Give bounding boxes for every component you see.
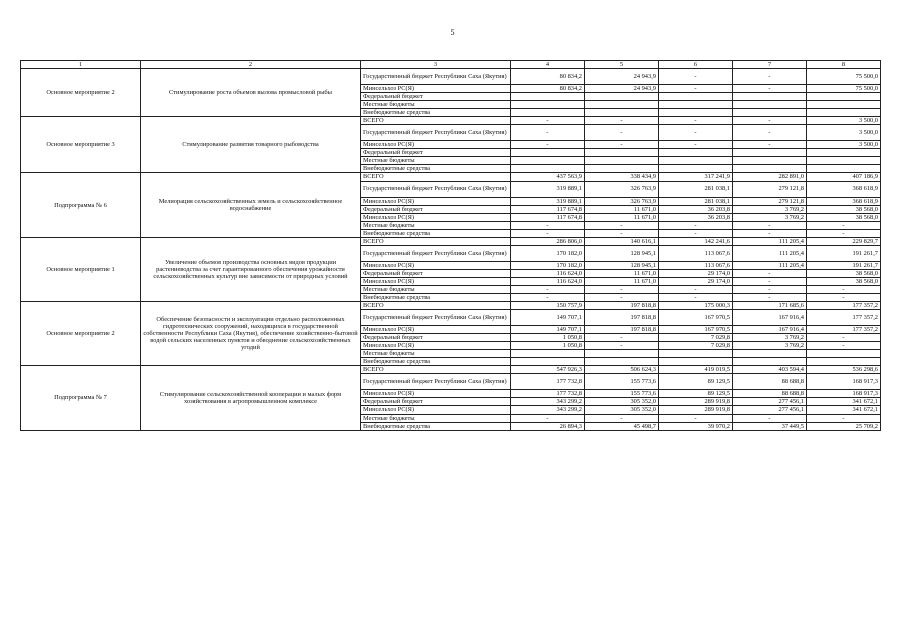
amount-cell: -	[585, 293, 659, 301]
amount-cell: 116 624,0	[511, 269, 585, 277]
amount-cell: -	[807, 285, 881, 293]
amount-cell: 305 352,0	[585, 406, 659, 414]
amount-cell: 191 261,7	[807, 245, 881, 261]
table-row	[21, 366, 881, 374]
amount-cell: -	[585, 285, 659, 293]
amount-cell: 289 919,8	[659, 406, 733, 414]
column-number: 4	[511, 61, 585, 69]
amount-cell: -	[733, 414, 807, 422]
funding-source-cell: Федеральный бюджет	[361, 334, 511, 342]
amount-cell: -	[585, 141, 659, 149]
funding-source-cell: Местные бюджеты	[361, 101, 511, 109]
funding-source-cell: Федеральный бюджет	[361, 149, 511, 157]
table-row	[21, 302, 881, 310]
amount-cell: -	[807, 229, 881, 237]
program-description-cell: Стимулирование сельскохозяйственной кооперации и малых форм хозяйствования в агропромышленном комплексе	[141, 366, 361, 430]
program-name-cell: Подпрограмма № 6	[21, 173, 141, 237]
amount-cell	[585, 93, 659, 101]
amount-cell: 177 732,8	[511, 390, 585, 398]
amount-cell: 89 129,5	[659, 374, 733, 390]
amount-cell: -	[807, 293, 881, 301]
amount-cell: 11 671,0	[585, 277, 659, 285]
funding-source-cell: Федеральный бюджет	[361, 269, 511, 277]
amount-cell: 279 121,8	[733, 181, 807, 197]
amount-cell: -	[511, 221, 585, 229]
amount-cell: 338 434,9	[585, 173, 659, 181]
funding-source-cell: Федеральный бюджет	[361, 93, 511, 101]
amount-cell	[733, 350, 807, 358]
amount-cell: 341 672,1	[807, 398, 881, 406]
amount-cell: 11 671,0	[585, 269, 659, 277]
amount-cell: 128 945,1	[585, 261, 659, 269]
amount-cell: -	[585, 342, 659, 350]
amount-cell: 39 970,2	[659, 422, 733, 430]
amount-cell: -	[807, 221, 881, 229]
amount-cell: 38 568,0	[807, 213, 881, 221]
funding-source-cell: Государственный бюджет Республики Саха (Якутия)	[361, 374, 511, 390]
column-number: 1	[21, 61, 141, 69]
amount-cell: 167 916,4	[733, 310, 807, 326]
funding-source-cell: Внебюджетные средства	[361, 293, 511, 301]
amount-cell: -	[733, 69, 807, 85]
amount-cell: 24 943,9	[585, 85, 659, 93]
amount-cell	[733, 165, 807, 173]
funding-source-cell: Государственный бюджет Республики Саха (Якутия)	[361, 69, 511, 85]
amount-cell: -	[585, 125, 659, 141]
amount-cell: 197 818,8	[585, 310, 659, 326]
funding-source-cell: Минсельхоз РС(Я)	[361, 326, 511, 334]
funding-source-cell: Местные бюджеты	[361, 350, 511, 358]
amount-cell: 116 624,0	[511, 277, 585, 285]
amount-cell: 197 818,8	[585, 302, 659, 310]
header-row	[21, 61, 881, 69]
funding-source-cell: ВСЕГО	[361, 366, 511, 374]
amount-cell: 171 685,6	[733, 302, 807, 310]
amount-cell: -	[659, 69, 733, 85]
amount-cell: 128 945,1	[585, 245, 659, 261]
amount-cell: 341 672,1	[807, 406, 881, 414]
amount-cell: 229 829,7	[807, 237, 881, 245]
amount-cell: -	[733, 221, 807, 229]
amount-cell: 80 834,2	[511, 69, 585, 85]
amount-cell: 177 357,2	[807, 302, 881, 310]
amount-cell: 3 769,2	[733, 213, 807, 221]
funding-source-cell: ВСЕГО	[361, 302, 511, 310]
program-name-cell: Основное мероприятие 2	[21, 302, 141, 366]
amount-cell: -	[585, 117, 659, 125]
program-description-cell: Увеличение объемов производства основных видов продукции растениеводства за счет гарантированного обеспечения урожайности сельскохозяйственных культур вне зависимости от природных условий	[141, 237, 361, 301]
amount-cell: 11 671,0	[585, 213, 659, 221]
amount-cell	[511, 93, 585, 101]
amount-cell	[511, 165, 585, 173]
amount-cell: 407 186,9	[807, 173, 881, 181]
funding-source-cell: Минсельхоз РС(Я)	[361, 141, 511, 149]
amount-cell: -	[659, 85, 733, 93]
amount-cell: 111 205,4	[733, 245, 807, 261]
column-number: 8	[807, 61, 881, 69]
amount-cell: -	[511, 125, 585, 141]
amount-cell: 1 050,8	[511, 342, 585, 350]
amount-cell	[733, 157, 807, 165]
page-number: 5	[450, 28, 455, 37]
amount-cell: 437 563,9	[511, 173, 585, 181]
amount-cell: 326 763,9	[585, 181, 659, 197]
column-number: 7	[733, 61, 807, 69]
amount-cell	[733, 109, 807, 117]
column-number: 2	[141, 61, 361, 69]
amount-cell	[807, 93, 881, 101]
amount-cell	[585, 157, 659, 165]
program-name-cell: Основное мероприятие 1	[21, 237, 141, 301]
funding-source-cell: Государственный бюджет Республики Саха (Якутия)	[361, 125, 511, 141]
amount-cell: -	[659, 125, 733, 141]
funding-source-cell: Минсельхоз РС(Я)	[361, 390, 511, 398]
amount-cell: 89 129,5	[659, 390, 733, 398]
amount-cell: 305 352,0	[585, 398, 659, 406]
amount-cell	[807, 101, 881, 109]
amount-cell	[585, 358, 659, 366]
funding-source-cell: Внебюджетные средства	[361, 229, 511, 237]
amount-cell	[733, 149, 807, 157]
program-name-cell: Основное мероприятие 3	[21, 117, 141, 173]
budget-table	[20, 60, 881, 431]
funding-source-cell: Минсельхоз РС(Я)	[361, 406, 511, 414]
amount-cell: 197 818,8	[585, 326, 659, 334]
amount-cell: 3 769,2	[733, 334, 807, 342]
amount-cell: -	[585, 221, 659, 229]
amount-cell: 113 067,6	[659, 261, 733, 269]
amount-cell	[659, 350, 733, 358]
amount-cell	[807, 157, 881, 165]
amount-cell: 1 050,8	[511, 334, 585, 342]
amount-cell: 150 757,9	[511, 302, 585, 310]
amount-cell	[807, 358, 881, 366]
amount-cell: -	[733, 285, 807, 293]
column-number: 5	[585, 61, 659, 69]
amount-cell	[511, 358, 585, 366]
amount-cell: -	[659, 221, 733, 229]
amount-cell	[659, 101, 733, 109]
amount-cell	[807, 149, 881, 157]
amount-cell: 38 568,0	[807, 205, 881, 213]
amount-cell	[585, 101, 659, 109]
amount-cell: -	[659, 141, 733, 149]
amount-cell: -	[659, 414, 733, 422]
amount-cell	[733, 93, 807, 101]
program-description-cell: Мелиорация сельскохозяйственных земель и сельскохозяйственное водоснабжение	[141, 173, 361, 237]
amount-cell: 317 241,9	[659, 173, 733, 181]
amount-cell: -	[585, 414, 659, 422]
amount-cell: 191 261,7	[807, 261, 881, 269]
amount-cell: 7 029,8	[659, 342, 733, 350]
amount-cell	[659, 93, 733, 101]
amount-cell: 140 616,1	[585, 237, 659, 245]
amount-cell: 277 456,1	[733, 406, 807, 414]
amount-cell: 149 707,1	[511, 310, 585, 326]
amount-cell: -	[659, 117, 733, 125]
amount-cell: 419 019,5	[659, 366, 733, 374]
amount-cell: 24 943,9	[585, 69, 659, 85]
amount-cell	[511, 101, 585, 109]
column-number: 3	[361, 61, 511, 69]
amount-cell: -	[659, 229, 733, 237]
amount-cell	[807, 109, 881, 117]
amount-cell: -	[733, 293, 807, 301]
amount-cell: 29 174,0	[659, 277, 733, 285]
amount-cell: -	[511, 293, 585, 301]
amount-cell: 177 732,8	[511, 374, 585, 390]
amount-cell: 281 038,1	[659, 197, 733, 205]
amount-cell: -	[511, 117, 585, 125]
amount-cell: -	[733, 141, 807, 149]
amount-cell	[807, 350, 881, 358]
amount-cell	[511, 109, 585, 117]
amount-cell: 111 205,4	[733, 261, 807, 269]
amount-cell: -	[733, 125, 807, 141]
amount-cell: 277 456,1	[733, 398, 807, 406]
funding-source-cell: Государственный бюджет Республики Саха (Якутия)	[361, 310, 511, 326]
amount-cell: 343 299,2	[511, 406, 585, 414]
amount-cell: 117 674,8	[511, 213, 585, 221]
amount-cell: 168 917,3	[807, 374, 881, 390]
amount-cell: -	[807, 342, 881, 350]
amount-cell: 167 970,5	[659, 310, 733, 326]
amount-cell: 168 917,3	[807, 390, 881, 398]
amount-cell: 343 299,2	[511, 398, 585, 406]
amount-cell: 37 449,5	[733, 422, 807, 430]
amount-cell: 368 618,9	[807, 181, 881, 197]
amount-cell	[585, 165, 659, 173]
amount-cell	[659, 358, 733, 366]
amount-cell: -	[511, 414, 585, 422]
amount-cell: 111 205,4	[733, 237, 807, 245]
amount-cell: -	[659, 285, 733, 293]
amount-cell: 29 174,0	[659, 269, 733, 277]
funding-source-cell: Минсельхоз РС(Я)	[361, 277, 511, 285]
amount-cell	[659, 165, 733, 173]
amount-cell: 11 671,0	[585, 205, 659, 213]
amount-cell	[659, 149, 733, 157]
amount-cell: 3 769,2	[733, 205, 807, 213]
amount-cell: 75 500,0	[807, 69, 881, 85]
amount-cell: 155 773,6	[585, 374, 659, 390]
amount-cell: 319 889,1	[511, 197, 585, 205]
program-name-cell: Основное мероприятие 2	[21, 69, 141, 117]
amount-cell: 326 763,9	[585, 197, 659, 205]
amount-cell: 177 357,2	[807, 310, 881, 326]
table-row	[21, 69, 881, 85]
amount-cell: 3 500,0	[807, 141, 881, 149]
funding-source-cell: ВСЕГО	[361, 173, 511, 181]
funding-source-cell: Государственный бюджет Республики Саха (Якутия)	[361, 181, 511, 197]
program-name-cell: Подпрограмма № 7	[21, 366, 141, 430]
funding-source-cell: Минсельхоз РС(Я)	[361, 261, 511, 269]
amount-cell: -	[733, 117, 807, 125]
amount-cell: 281 038,1	[659, 181, 733, 197]
amount-cell: 45 498,7	[585, 422, 659, 430]
funding-source-cell: Внебюджетные средства	[361, 165, 511, 173]
amount-cell: 25 709,2	[807, 422, 881, 430]
amount-cell: 7 029,8	[659, 334, 733, 342]
amount-cell: 88 688,8	[733, 390, 807, 398]
funding-source-cell: Федеральный бюджет	[361, 398, 511, 406]
amount-cell: 289 919,8	[659, 398, 733, 406]
amount-cell: -	[511, 141, 585, 149]
amount-cell	[511, 157, 585, 165]
funding-source-cell: Минсельхоз РС(Я)	[361, 197, 511, 205]
amount-cell: -	[733, 229, 807, 237]
funding-source-cell: Местные бюджеты	[361, 414, 511, 422]
table-row	[21, 237, 881, 245]
amount-cell: 167 970,5	[659, 326, 733, 334]
amount-cell: -	[733, 269, 807, 277]
amount-cell: 149 707,1	[511, 326, 585, 334]
amount-cell: 26 894,3	[511, 422, 585, 430]
program-description-cell: Обеспечение безопасности и эксплуатации отдельно расположенных гидротехнических сооружений, находящихся в государственной собственности Республики Саха (Якутия), обеспечение хозяйственно-бытовой водой сельских населенных пунктов и обводнение сельскохозяйственных угодий	[141, 302, 361, 366]
funding-source-cell: Государственный бюджет Республики Саха (Якутия)	[361, 245, 511, 261]
amount-cell: 38 568,0	[807, 277, 881, 285]
amount-cell: 38 568,0	[807, 269, 881, 277]
amount-cell: 282 891,0	[733, 173, 807, 181]
amount-cell: 177 357,2	[807, 326, 881, 334]
amount-cell: 117 674,8	[511, 205, 585, 213]
amount-cell: -	[807, 334, 881, 342]
amount-cell: 175 000,3	[659, 302, 733, 310]
amount-cell: 155 773,6	[585, 390, 659, 398]
funding-source-cell: Внебюджетные средства	[361, 422, 511, 430]
amount-cell: -	[807, 414, 881, 422]
amount-cell: 319 889,1	[511, 181, 585, 197]
amount-cell	[511, 350, 585, 358]
amount-cell: -	[733, 85, 807, 93]
amount-cell	[511, 149, 585, 157]
amount-cell	[733, 358, 807, 366]
funding-source-cell: Местные бюджеты	[361, 285, 511, 293]
amount-cell: -	[585, 334, 659, 342]
amount-cell: 3 500,0	[807, 125, 881, 141]
amount-cell: 506 624,3	[585, 366, 659, 374]
program-description-cell: Стимулирование развития товарного рыбоводства	[141, 117, 361, 173]
amount-cell: -	[511, 285, 585, 293]
amount-cell: 170 182,0	[511, 261, 585, 269]
funding-source-cell: Минсельхоз РС(Я)	[361, 342, 511, 350]
amount-cell: 75 500,0	[807, 85, 881, 93]
amount-cell: 167 916,4	[733, 326, 807, 334]
amount-cell	[585, 149, 659, 157]
funding-source-cell: Местные бюджеты	[361, 157, 511, 165]
funding-source-cell: Минсельхоз РС(Я)	[361, 213, 511, 221]
amount-cell	[659, 109, 733, 117]
amount-cell	[659, 157, 733, 165]
funding-source-cell: Местные бюджеты	[361, 221, 511, 229]
amount-cell: 36 203,8	[659, 205, 733, 213]
amount-cell: -	[585, 229, 659, 237]
amount-cell: -	[659, 293, 733, 301]
amount-cell: 36 203,8	[659, 213, 733, 221]
amount-cell: 170 182,0	[511, 245, 585, 261]
funding-source-cell: Минсельхоз РС(Я)	[361, 85, 511, 93]
amount-cell: -	[511, 229, 585, 237]
amount-cell: 142 241,6	[659, 237, 733, 245]
amount-cell: 279 121,8	[733, 197, 807, 205]
amount-cell: 80 834,2	[511, 85, 585, 93]
amount-cell: 536 298,6	[807, 366, 881, 374]
amount-cell	[585, 109, 659, 117]
program-description-cell: Стимулирование роста объемов вылова промысловой рыбы	[141, 69, 361, 117]
amount-cell: 403 594,4	[733, 366, 807, 374]
amount-cell	[807, 165, 881, 173]
funding-source-cell: ВСЕГО	[361, 237, 511, 245]
amount-cell	[585, 350, 659, 358]
amount-cell	[733, 101, 807, 109]
amount-cell: 547 926,3	[511, 366, 585, 374]
amount-cell: -	[733, 277, 807, 285]
amount-cell: 3 500,0	[807, 117, 881, 125]
amount-cell: 3 769,2	[733, 342, 807, 350]
amount-cell: 368 618,9	[807, 197, 881, 205]
column-number: 6	[659, 61, 733, 69]
table-row	[21, 173, 881, 181]
funding-source-cell: Внебюджетные средства	[361, 358, 511, 366]
table-row	[21, 117, 881, 125]
funding-source-cell: Федеральный бюджет	[361, 205, 511, 213]
amount-cell: 88 688,8	[733, 374, 807, 390]
funding-source-cell: ВСЕГО	[361, 117, 511, 125]
amount-cell: 113 067,6	[659, 245, 733, 261]
amount-cell: 286 806,0	[511, 237, 585, 245]
funding-source-cell: Внебюджетные средства	[361, 109, 511, 117]
